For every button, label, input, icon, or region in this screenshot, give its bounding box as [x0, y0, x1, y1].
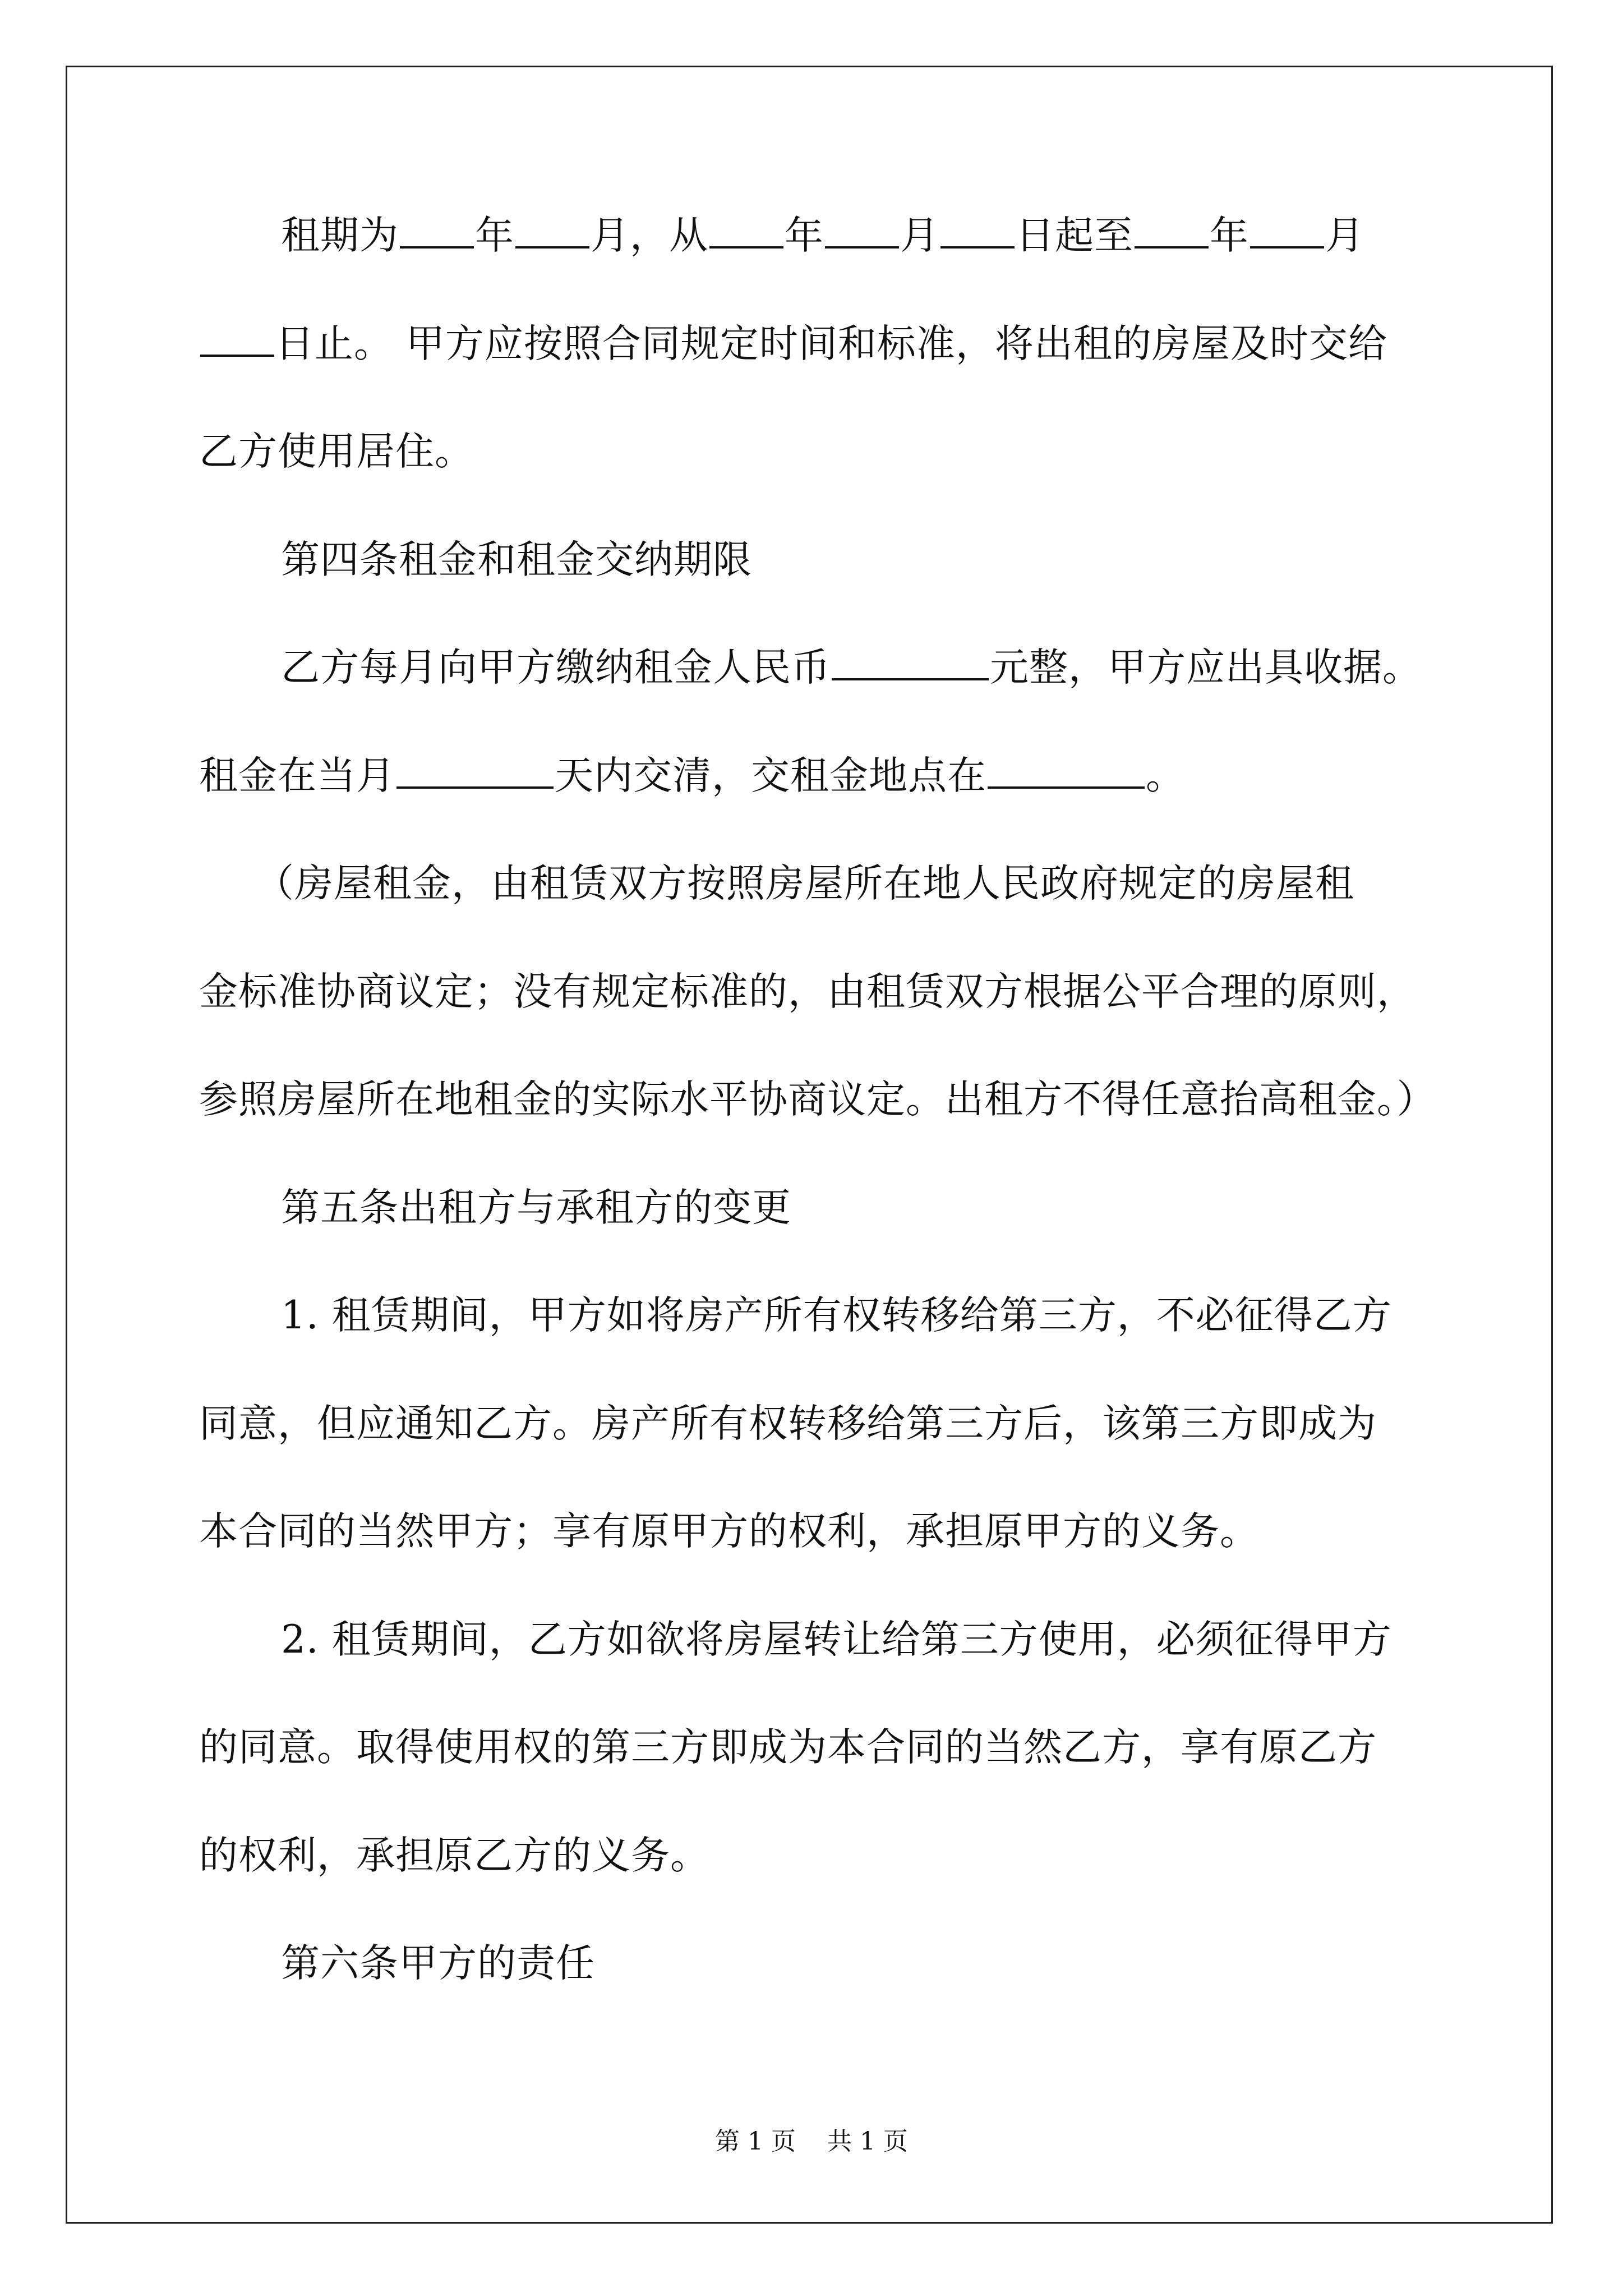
text-line-7: （房屋租金，由租赁双方按照房屋所在地人民政府规定的房屋租	[255, 861, 1354, 906]
text-segment: 天内交清，交租金地点在	[555, 753, 986, 798]
fill-blank	[988, 755, 1145, 789]
fill-blank	[832, 647, 989, 680]
text-line-6	[199, 753, 1185, 798]
text-line-14: 2. 租赁期间，乙方如欲将房屋转让给第三方使用，必须征得甲方	[281, 1617, 1392, 1662]
fill-blank	[200, 323, 274, 357]
text-line-1	[199, 213, 1364, 258]
page-footer: 第 1 页 共 1 页	[715, 2127, 908, 2156]
text-segment: 日起至	[1016, 213, 1133, 258]
text-segment: 租期为	[281, 213, 399, 258]
text-segment: 月	[1325, 213, 1364, 258]
text-line-16: 的权利，承担原乙方的义务。	[199, 1833, 709, 1878]
section-heading-article-5: 第五条出租方与承租方的变更	[281, 1185, 791, 1230]
fill-blank	[1250, 215, 1324, 249]
text-segment: 。	[1146, 753, 1185, 798]
text-line-12: 同意，但应通知乙方。房产所有权转移给第三方后，该第三方即成为	[199, 1401, 1377, 1446]
text-line-9: 参照房屋所在地租金的实际水平协商议定。出租方不得任意抬高租金。）	[199, 1077, 1436, 1122]
text-line-5	[199, 645, 1422, 690]
text-line-15: 的同意。取得使用权的第三方即成为本合同的当然乙方，享有原乙方	[199, 1725, 1377, 1770]
text-segment: 日止。 甲方应按照合同规定时间和标准，将出租的房屋及时交给	[275, 321, 1387, 366]
text-line-13: 本合同的当然甲方；享有原甲方的权利，承担原甲方的义务。	[199, 1509, 1259, 1554]
text-line-11: 1. 租赁期间，甲方如将房产所有权转移给第三方，不必征得乙方	[281, 1293, 1392, 1338]
text-segment: 乙方每月向甲方缴纳租金人民币	[281, 645, 831, 690]
text-line-8: 金标准协商议定；没有规定标准的，由租赁双方根据公平合理的原则，	[199, 969, 1416, 1014]
text-segment: 月，从	[591, 213, 708, 258]
text-segment: 年	[1210, 213, 1249, 258]
fill-blank	[1135, 215, 1209, 249]
section-heading-article-4: 第四条租金和租金交纳期限	[281, 537, 752, 582]
section-heading-article-6: 第六条甲方的责任	[281, 1941, 595, 1986]
text-segment: 元整，甲方应出具收据。	[990, 645, 1422, 690]
text-line-2	[199, 321, 1387, 366]
fill-blank	[940, 215, 1015, 249]
text-segment: 年	[475, 213, 514, 258]
fill-blank	[709, 215, 783, 249]
fill-blank	[400, 215, 474, 249]
text-segment: 月	[900, 213, 939, 258]
fill-blank	[825, 215, 899, 249]
text-segment: 租金在当月	[199, 753, 395, 798]
fill-blank	[515, 215, 589, 249]
text-segment: 年	[785, 213, 824, 258]
fill-blank	[396, 755, 554, 789]
page-border	[66, 66, 1553, 2224]
text-line-3: 乙方使用居住。	[199, 429, 474, 474]
